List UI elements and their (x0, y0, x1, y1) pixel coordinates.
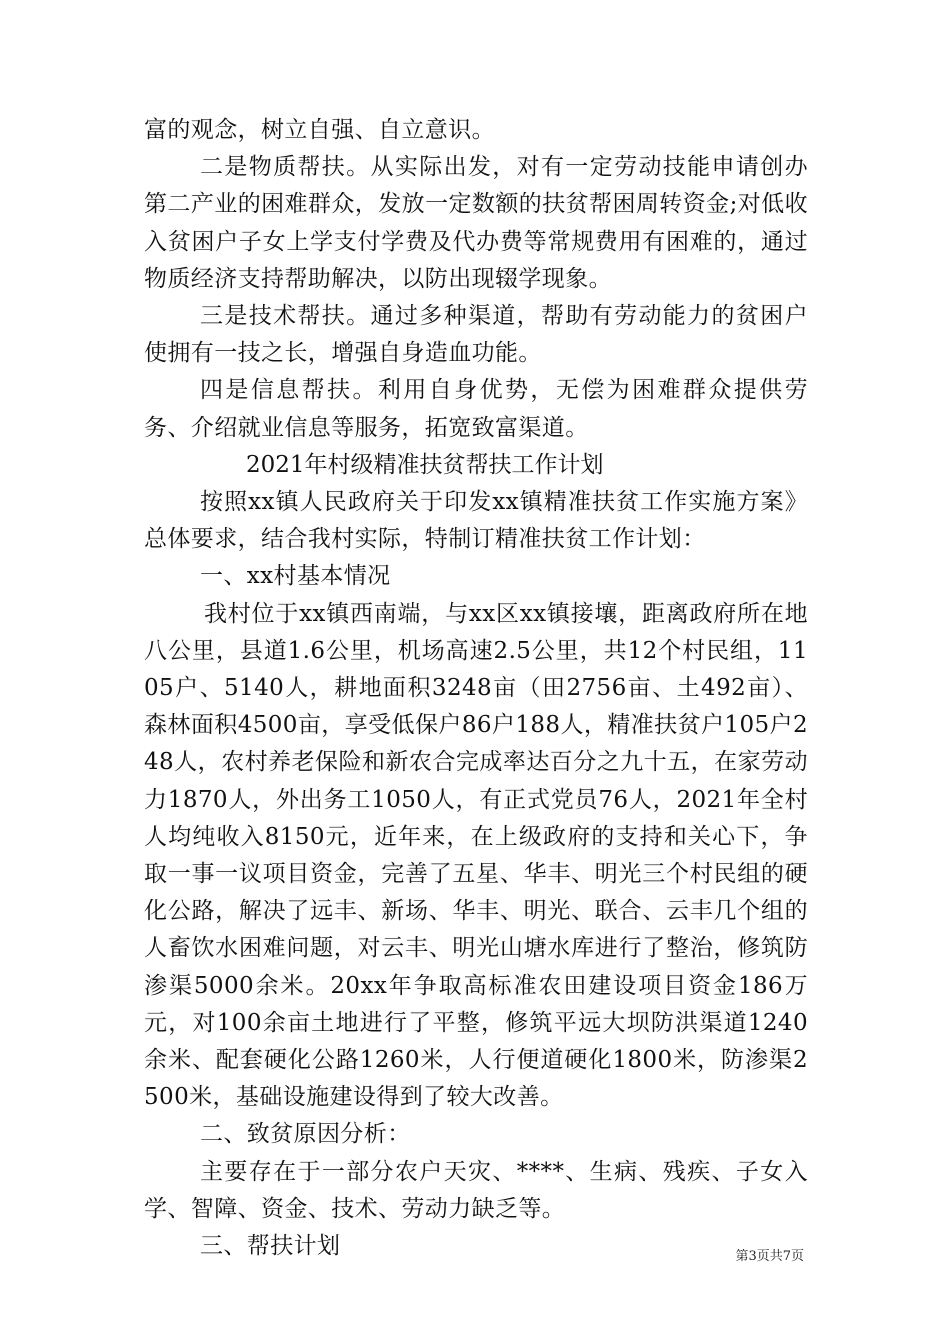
paragraph-intro: 按照xx镇人民政府关于印发xx镇精准扶贫工作实施方案》总体要求，结合我村实际，特制订精准扶贫工作计划： (144, 489, 808, 553)
document-page (144, 112, 808, 1265)
section2-body: 主要存在于一部分农户天灾、****、生病、残疾、子女入学、智障、资金、技术、劳动力缺乏等。 (144, 1158, 808, 1222)
paragraph-information-support: 四是信息帮扶。利用自身优势，无偿为困难群众提供劳务、介绍就业信息等服务，拓宽致富渠道。 (144, 377, 808, 441)
plan-title: 2021年村级精准扶贫帮扶工作计划 (246, 451, 604, 478)
section3-heading: 三、帮扶计划 (200, 1233, 341, 1260)
page-number-footer: 第3页共7页 (735, 1249, 804, 1264)
section1-heading: 一、xx村基本情况 (200, 563, 391, 590)
paragraph-continuation: 富的观念，树立自强、自立意识。 (144, 117, 495, 143)
section2-heading: 二、致贫原因分析： (200, 1121, 411, 1148)
paragraph-material-support: 二是物质帮扶。从实际出发，对有一定劳动技能申请创办第二产业的困难群众，发放一定数额的扶贫帮困周转资金;对低收入贫困户子女上学支付学费及代办费等常规费用有困难的，通过物质经济支持帮助解决，以防出现辍学现象。 (144, 154, 808, 292)
paragraph-technical-support: 三是技术帮扶。通过多种渠道，帮助有劳动能力的贫困户使拥有一技之长，增强自身造血功能。 (144, 303, 808, 367)
section1-body: 我村位于xx镇西南端，与xx区xx镇接壤，距离政府所在地八公里，县道1.6公里，机场高速2.5公里，共12个村民组，1105户、5140人，耕地面积3248亩（田2756亩、土492亩）、森林面积4500亩，享受低保户86户188人，精准扶贫户105户248人，农村养老保险和新农合完成率达百分之九十五，在家劳动力1870人，外出务工1050人，有正式党员76人，2021年全村人均纯收入8150元，近年来，在上级政府的支持和关心下，争取一事一议项目资金，完善了五星、华丰、明光三个村民组的硬化公路，解决了远丰、新场、华丰、明光、联合、云丰几个组的人畜饮水困难问题，对云丰、明光山塘水库进行了整治，修筑防渗渠5000余米。20xx年争取高标准农田建设项目资金186万元，对100余亩土地进行了平整，修筑平远大坝防洪渠道1240余米、配套硬化公路1260米，人行便道硬化1800米，防渗渠2500米，基础设施建设得到了较大改善。 (144, 600, 808, 1111)
